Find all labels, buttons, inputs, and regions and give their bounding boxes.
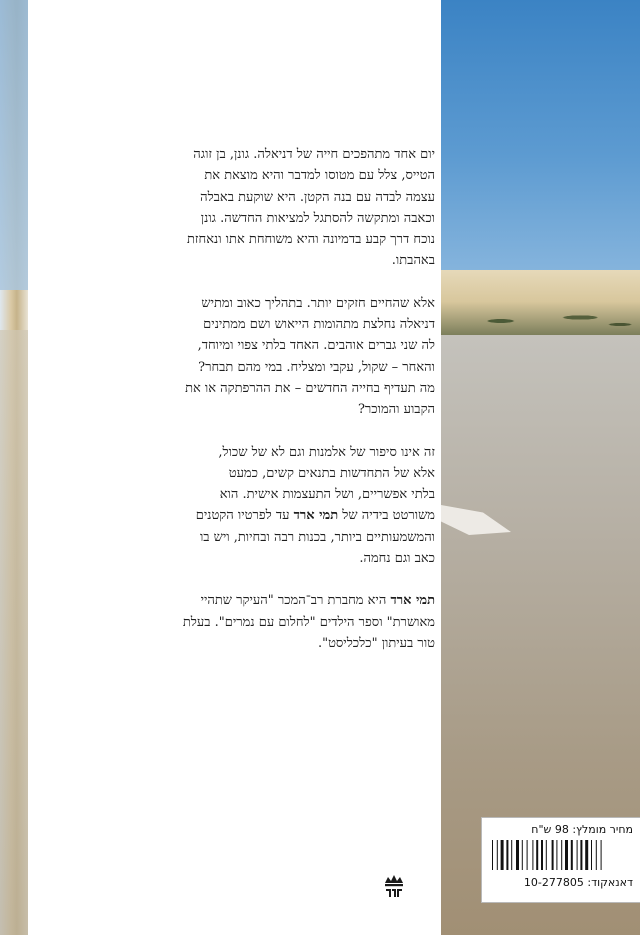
photo-bushes xyxy=(441,300,640,335)
author-prefix: משורטט בידיה של xyxy=(338,508,435,524)
bio-line-1-rest: היא מחברת רב־המכר "העיקר שתהיי xyxy=(200,593,391,609)
bio-author-name: תמי ארד xyxy=(390,593,435,609)
blurb-line: מה תעדיף בחייה החדשים – את ההרפתקה או את xyxy=(185,380,435,396)
author-suffix: עד לפרטיו הקטנים xyxy=(195,508,294,524)
barcode xyxy=(492,840,630,870)
page-edge-strip xyxy=(0,0,28,935)
blurb-line: וכאבה ומתקשה להסתגל למציאות החדשה. גונן xyxy=(200,210,435,226)
photo-sky xyxy=(441,0,640,285)
bio-line xyxy=(200,590,435,611)
cover-photo xyxy=(441,0,640,935)
danacode: דאנאקוד: 10-277805 xyxy=(523,876,633,889)
price-sticker xyxy=(481,817,640,903)
blurb-line: והאחר – שקול, עקבי ומצליח. במי מהם תבחר? xyxy=(198,359,435,375)
back-cover-blurb xyxy=(182,144,435,675)
blurb-line: לה שני גברים אוהבים. האחד בלתי צפוי ומיוחד, xyxy=(197,338,435,354)
blurb-line: זה אינו סיפור של אלמנות וגם לא של שכול, xyxy=(218,444,435,460)
blurb-line: אלא שהחיים חזקים יותר. בתהליך כאוב ומתיש xyxy=(201,295,435,311)
author-name: תמי ארד xyxy=(293,508,339,524)
page-edge-road xyxy=(0,330,28,935)
blurb-paragraph-1 xyxy=(186,144,435,272)
blurb-line: נוכח דרך קבע בדמיונה והיא משוחחת אתו ונאחזת xyxy=(186,232,435,248)
crown-logo-icon xyxy=(383,874,405,900)
blurb-paragraph-3 xyxy=(195,442,435,570)
blurb-line: הקבוע והמוכר? xyxy=(357,402,435,418)
blurb-line: הטייס, צלל עם מטוסו למדבר והיא מוצאת את xyxy=(204,168,435,184)
blurb-line: כאב וגם נחמה. xyxy=(359,551,435,567)
author-bio xyxy=(182,590,435,654)
blurb-line: דניאלה נחלצת מתהומות הייאוש ושם ממתינים xyxy=(203,317,435,333)
blurb-line: יום אחד מתהפכים חייה של דניאלה. גונן, בן זוגה xyxy=(193,147,435,162)
bio-line: טור בעיתון "כלכליסט". xyxy=(317,635,435,651)
blurb-line: באהבתו. xyxy=(391,253,435,269)
blurb-line: בלתי אפשריים, ושל התעצמות אישית. הוא xyxy=(219,487,435,503)
blurb-line: והמשמעותיים ביותר, בכנות רבה ובחיות, ויש בו xyxy=(199,529,435,545)
blurb-paragraph-2 xyxy=(185,293,435,421)
blurb-line: אלא של התחדשות בתנאים קשים, כמעט xyxy=(228,465,435,481)
bio-line: מאושרת" וספר הילדים "לחלום עם נמרים". בעלת xyxy=(182,614,435,630)
blurb-line: עצמה לבדה עם בנה הקטן. היא שוקעת באבלה xyxy=(200,189,435,205)
blurb-line-author xyxy=(195,505,435,526)
recommended-price: מחיר מומלץ: 98 ש"ח xyxy=(531,823,633,836)
page-edge-sky xyxy=(0,0,28,290)
